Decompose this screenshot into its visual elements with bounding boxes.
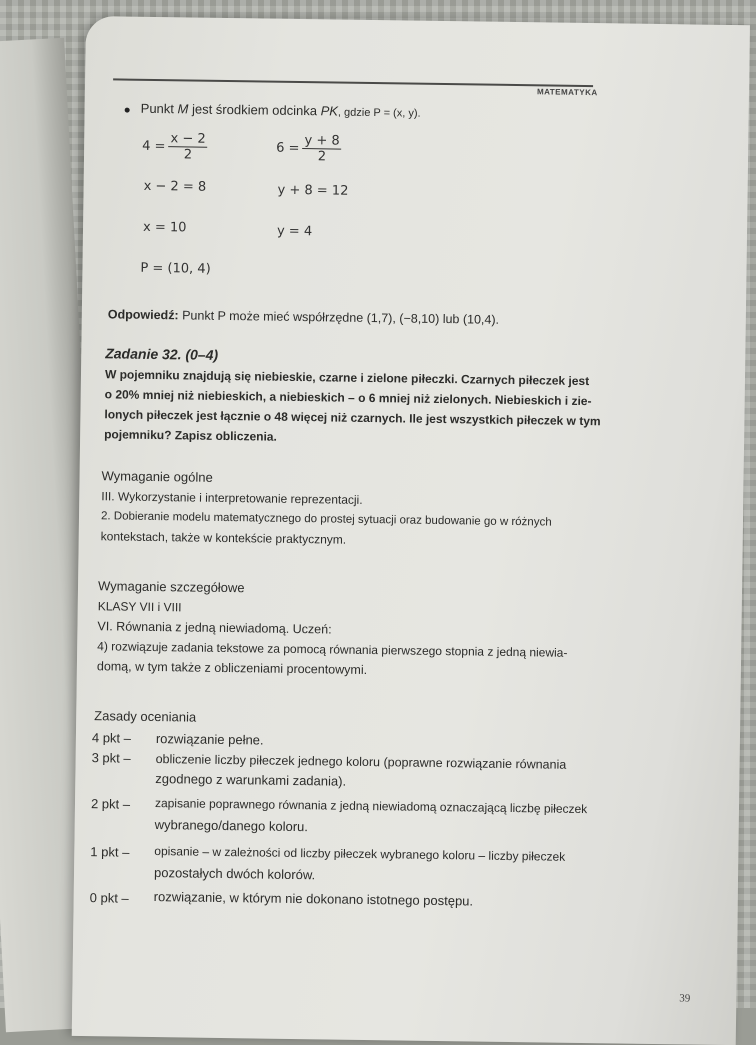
- task-title: Zadanie 32. (0–4): [105, 345, 219, 363]
- equation-7: P = (10, 4): [140, 260, 211, 277]
- specific-line-1: KLASY VII i VIII: [97, 599, 182, 615]
- equation-2: [276, 133, 342, 165]
- answer-line: [108, 306, 499, 327]
- page-content: [72, 16, 750, 1045]
- task-line-2: o 20% mniej niż niebieskich, a niebieskich – o 6 mniej niż zielonych. Niebieskich i zie-: [104, 387, 592, 409]
- general-line-1: III. Wykorzystanie i interpretowanie reprezentacji.: [101, 489, 363, 507]
- book-page: [72, 16, 750, 1045]
- section-header: MATEMATYKA: [536, 87, 598, 98]
- task-line-1: W pojemniku znajdują się niebieskie, czarne i zielone piłeczki. Czarnych piłeczek jest: [104, 367, 590, 389]
- specific-line-4: domą, w tym także z obliczeniami procentowymi.: [96, 659, 368, 677]
- task-line-4: pojemniku? Zapisz obliczenia.: [104, 427, 277, 444]
- page-number: 39: [679, 992, 691, 1005]
- answer-text: Punkt P może mieć współrzędne (1,7), (−8,10) lub (10,4).: [178, 308, 500, 327]
- eq1-lhs: 4 =: [142, 138, 166, 155]
- score-2-line-1: zapisanie poprawnego równania z jedną niewiadomą oznaczającą liczbę piłeczek: [154, 796, 588, 817]
- general-heading: Wymaganie ogólne: [101, 468, 213, 485]
- equation-5: x = 10: [142, 219, 187, 236]
- eq1-denominator: 2: [183, 147, 193, 163]
- score-0-points: 0 pkt –: [89, 890, 129, 906]
- general-line-3: kontekstach, także w kontekście praktycznym.: [100, 529, 347, 547]
- score-3-line-1: obliczenie liczby piłeczek jednego koloru (poprawne rozwiązanie równania: [155, 752, 567, 772]
- equation-1: [142, 131, 208, 163]
- score-2-line-2: wybranego/danego koloru.: [154, 817, 309, 835]
- score-0-line-1: rozwiązanie, w którym nie dokonano istotnego postępu.: [153, 889, 474, 909]
- intro-prefix: Punkt: [140, 100, 178, 117]
- score-2-points: 2 pkt –: [90, 796, 131, 812]
- score-1-points: 1 pkt –: [90, 844, 130, 860]
- bullet-icon: [125, 108, 130, 113]
- equation-3: x − 2 = 8: [143, 178, 207, 195]
- scoring-heading: Zasady oceniania: [94, 708, 197, 725]
- eq2-lhs: 6 =: [276, 140, 300, 156]
- equation-6: y = 4: [276, 223, 313, 240]
- score-3-points: 3 pkt –: [91, 750, 131, 766]
- intro-line: [141, 101, 421, 122]
- specific-heading: Wymaganie szczegółowe: [97, 578, 245, 596]
- intro-segment: PK: [320, 103, 339, 119]
- specific-line-3: 4) rozwiązuje zadania tekstowe za pomocą równania pierwszego stopnia z jedną niewia-: [97, 639, 568, 660]
- eq1-numerator: x − 2: [168, 131, 207, 148]
- task-line-3: lonych piłeczek jest łącznie o 48 więcej niż czarnych. Ile jest wszystkich piłeczek w tym: [104, 407, 601, 429]
- score-4-line-1: rozwiązanie pełne.: [155, 731, 264, 748]
- score-1-line-1: opisanie – w zależności od liczby piłeczek wybranego koloru – liczby piłeczek: [154, 844, 566, 864]
- specific-line-2: VI. Równania z jedną niewiadomą. Uczeń:: [97, 619, 332, 637]
- general-line-2: 2. Dobieranie modelu matematycznego do prostej sytuacji oraz budowanie go w różnych: [100, 510, 552, 529]
- equation-4: y + 8 = 12: [277, 182, 349, 199]
- answer-label: Odpowiedź:: [107, 307, 179, 323]
- eq2-denominator: 2: [317, 149, 327, 165]
- intro-suffix: , gdzie P = (x, y).: [337, 106, 421, 120]
- score-3-line-2: zgodnego z warunkami zadania).: [155, 771, 347, 789]
- intro-point: M: [177, 101, 189, 117]
- eq2-numerator: y + 8: [302, 133, 341, 150]
- intro-middle: jest środkiem odcinka: [188, 101, 321, 119]
- score-4-points: 4 pkt –: [91, 730, 132, 746]
- score-1-line-2: pozostałych dwóch kolorów.: [153, 865, 316, 883]
